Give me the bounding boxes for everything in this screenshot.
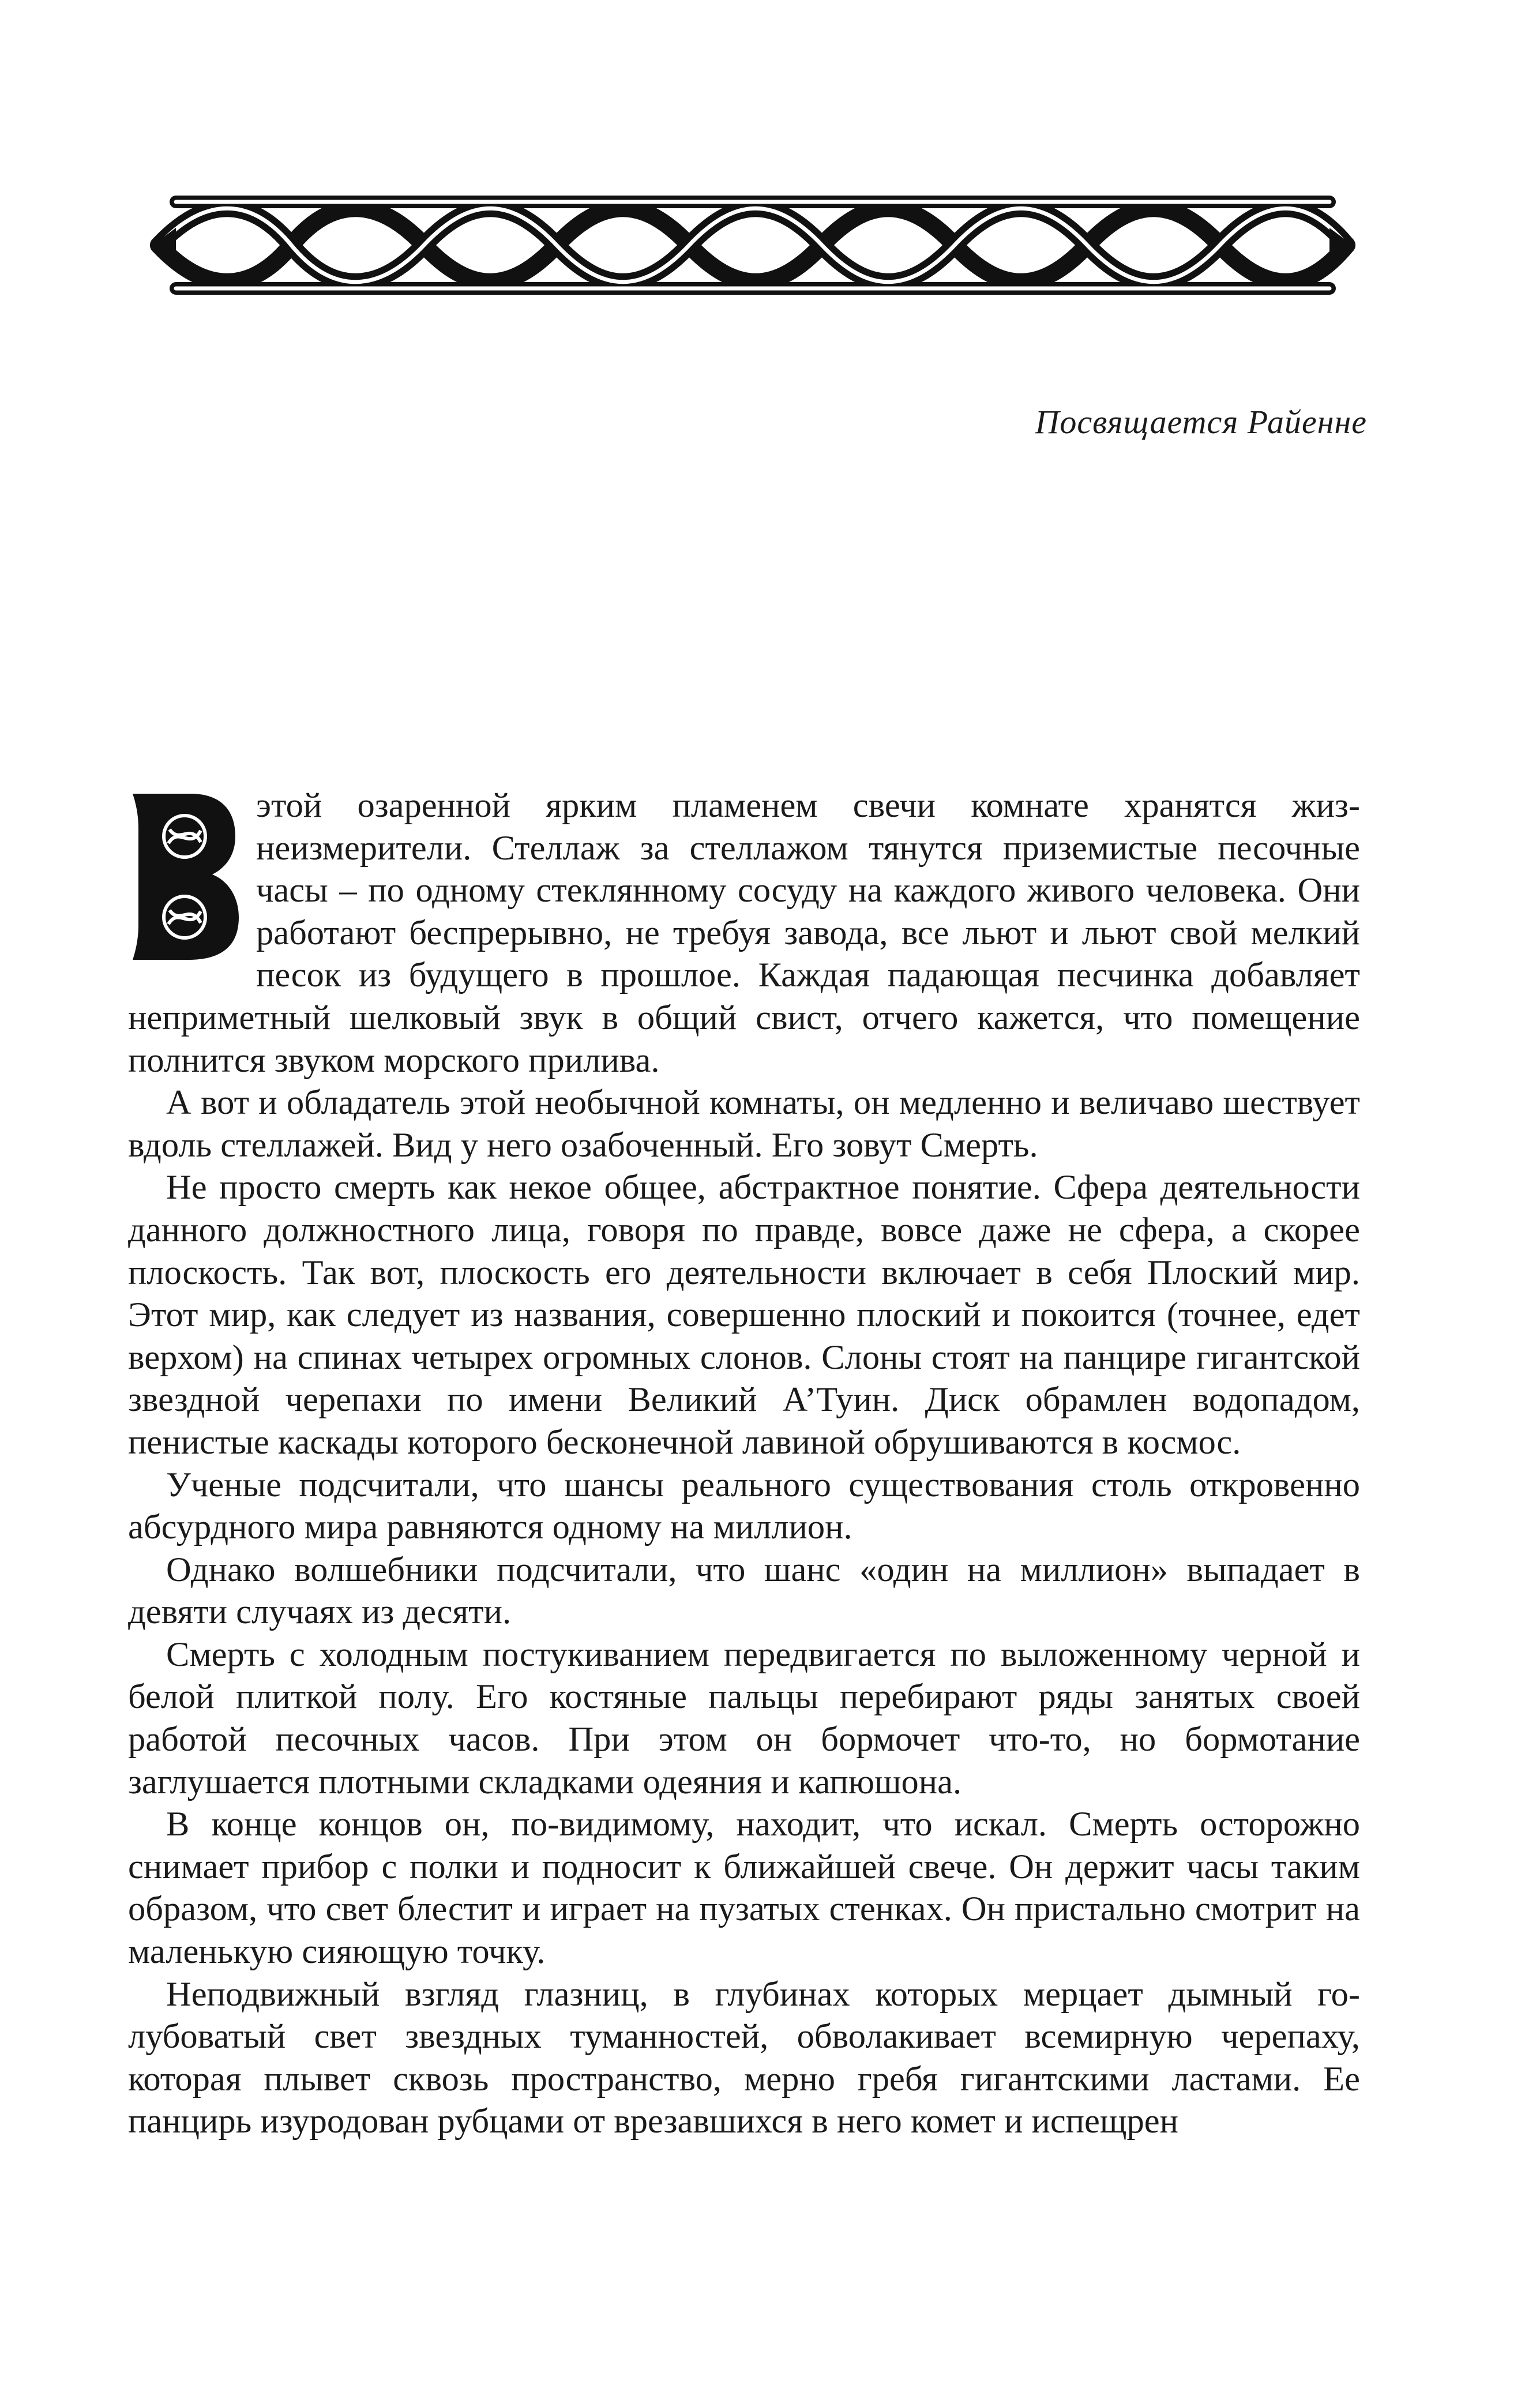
paragraph: Однако волшебники подсчитали, что шанс «один на миллион» выпадает в девяти случаях из десяти. [128,1550,1360,1632]
paragraph: Неподвижный взгляд глазниц, в глубинах которых мерцает дымный голубоватый свет звездных туманностей, обволакивает всемирную черепаху, которая плывет сквозь пространство, мерно гребя гигантскими ластами. Ее панцирь изуродован рубцами от врезавшихся в него комет и испещрен [128,1974,1360,2141]
paragraph: В конце концов он, по-видимому, находит, что искал. Смерть осторожно снимает прибор с полки и подносит к ближайшей свече. Он держит часы таким образом, что свет блестит и играет на пузатых стенках. Он пристально смотрит на маленькую сияющую точку. [128,1805,1360,1972]
paragraph: Ученые подсчитали, что шансы реального существования столь откровенно абсурдного мира равняются одному на миллион. [128,1465,1360,1547]
celtic-knot-drop-cap-letter [128,787,241,964]
paragraph: Не просто смерть как некое общее, абстрактное понятие. Сфера деятельности данного должностного лица, говоря по правде, вовсе даже не сфера, а скорее плоскость. Так вот, плоскость его деятельности включает в себя Плоский мир. Этот мир, как следует из названия, совершенно плоский и покоится (точнее, едет верхом) на спинах четырех огромных слонов. Слоны стоят на панцире гигантской звездной черепахи по имени Великий А’Туин. Диск обрамлен водопадом, пенистые каскады которого бесконечной лавиной обрушиваются в космос. [128,1168,1360,1462]
celtic-knot-border-ornament [141,173,1364,317]
paragraph: А вот и обладатель этой необычной комнаты, он медленно и величаво шествует вдоль стеллажей. Вид у него озабоченный. Его зовут Смерть. [128,1083,1360,1165]
paragraph: этой озаренной ярким пламенем свечи комнате хранятся жизнеизмерители. Стеллаж за стеллажом тянутся приземистые песочные часы – по одному стеклянному сосуду на каждого живого человека. Они работают беспрерывно, не требуя завода, все льют и льют свой мелкий песок из будущего в прошлое. Каждая падающая песчинка добавляет неприметный шелковый звук в общий свист, отчего кажется, что помещение полнится звуком морского прилива. [128,786,1360,1080]
dedication: Посвящается Райенне [1035,403,1367,441]
body-text [128,784,1360,2143]
paragraph: Смерть с холодным постукиванием передвигается по выложенному черной и белой плиткой полу. Его костяные пальцы перебирают ряды занятых своей работой песочных часов. При этом он бормочет что-то, но бормотание заглушается плотными складками одеяния и капюшона. [128,1635,1360,1801]
drop-cap [128,787,241,964]
